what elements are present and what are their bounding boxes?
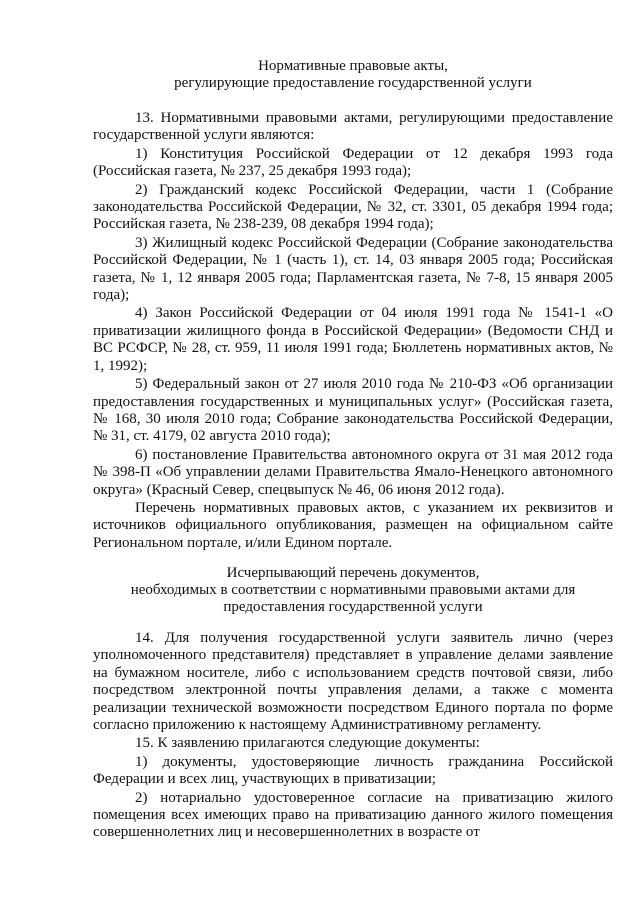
list-item-2: 2) Гражданский кодекс Российской Федерации, части 1 (Собрание законодательства Российской Федерации, № 32, ст. 3301, 05 декабря 1994 года; Российская газета, № 238-239, 08 декабря 1994 года); — [93, 181, 613, 233]
list-item-3: 3) Жилищный кодекс Российской Федерации (Собрание законодательства Российской Федерации, № 1 (часть 1), ст. 14, 03 января 2005 года; Российская газета, № 1, 12 января 2005 года; Парламентская газета, № 7-8, 15 января 2005 года); — [93, 234, 613, 304]
paragraph-15: 15. К заявлению прилагаются следующие документы: — [135, 735, 480, 752]
paragraph-13: 13. Нормативными правовыми актами, регулирующими предоставление государственной услуги являются: — [93, 110, 613, 144]
list-item-4: 4) Закон Российской Федерации от 04 июля 1991 года № 1541-1 «О приватизации жилищного фонда в Российской Федерации» (Ведомости СНД и ВС РСФСР, № 28, ст. 959, 11 июля 1991 года; Бюллетень нормативных актов, № 1, 1992); — [93, 305, 613, 374]
list-item-6: 6) постановление Правительства автономного округа от 31 мая 2012 года № 398-П «Об управлении делами Правительства Ямало-Ненецкого автономного округа» (Красный Север, спецвыпуск № 46, 06 июня 2012 года). — [93, 446, 613, 498]
section2-body — [93, 630, 613, 842]
section1-body — [93, 110, 613, 552]
section2-title-line3: предоставления государственной услуги — [223, 599, 483, 615]
section2-title-line1: Исчерпывающий перечень документов, — [226, 565, 480, 581]
section1-heading — [93, 58, 613, 92]
list-item-1: 1) Конституция Российской Федерации от 12 декабря 1993 года (Российская газета, № 237, 25 декабря 1993 года); — [93, 145, 613, 180]
paragraph-14: 14. Для получения государственной услуги заявитель лично (через уполномоченного представителя) представляет в управление делами заявление на бумажном носителе, либо с использованием средств почтовой связи, либо посредством электронной почты управления делами, а также с момента реализации технической возможности посредством Единого портала по форме согласно приложению к настоящему Административному регламенту. — [93, 630, 613, 734]
section1-title-line1: Нормативные правовые акты, — [258, 58, 448, 74]
section1-title-line2: регулирующие предоставление государственной услуги — [174, 75, 532, 91]
section2-title-line2: необходимых в соответствии с нормативными правовыми актами для — [130, 582, 576, 598]
list-note: Перечень нормативных правовых актов, с указанием их реквизитов и источников официального опубликования, размещен на официальном сайте Региональном портале, и/или Едином портале. — [93, 499, 613, 551]
list-item-5: 5) Федеральный закон от 27 июля 2010 года № 210-ФЗ «Об организации предоставления государственных и муниципальных услуг» (Российская газета, № 168, 30 июля 2010 года; Собрание законодательства Российской Федерации, № 31, ст. 4179, 02 августа 2010 года); — [93, 376, 613, 445]
doc-item-1: 1) документы, удостоверяющие личность гражданина Российской Федерации и всех лиц, участвующих в приватизации; — [93, 753, 613, 788]
doc-item-2: 2) нотариально удостоверенное согласие на приватизацию жилого помещения всех имеющих право на приватизацию данного жилого помещения совершеннолетних лиц и несовершеннолетних в возрасте от — [93, 789, 613, 841]
section2-heading — [93, 565, 613, 616]
